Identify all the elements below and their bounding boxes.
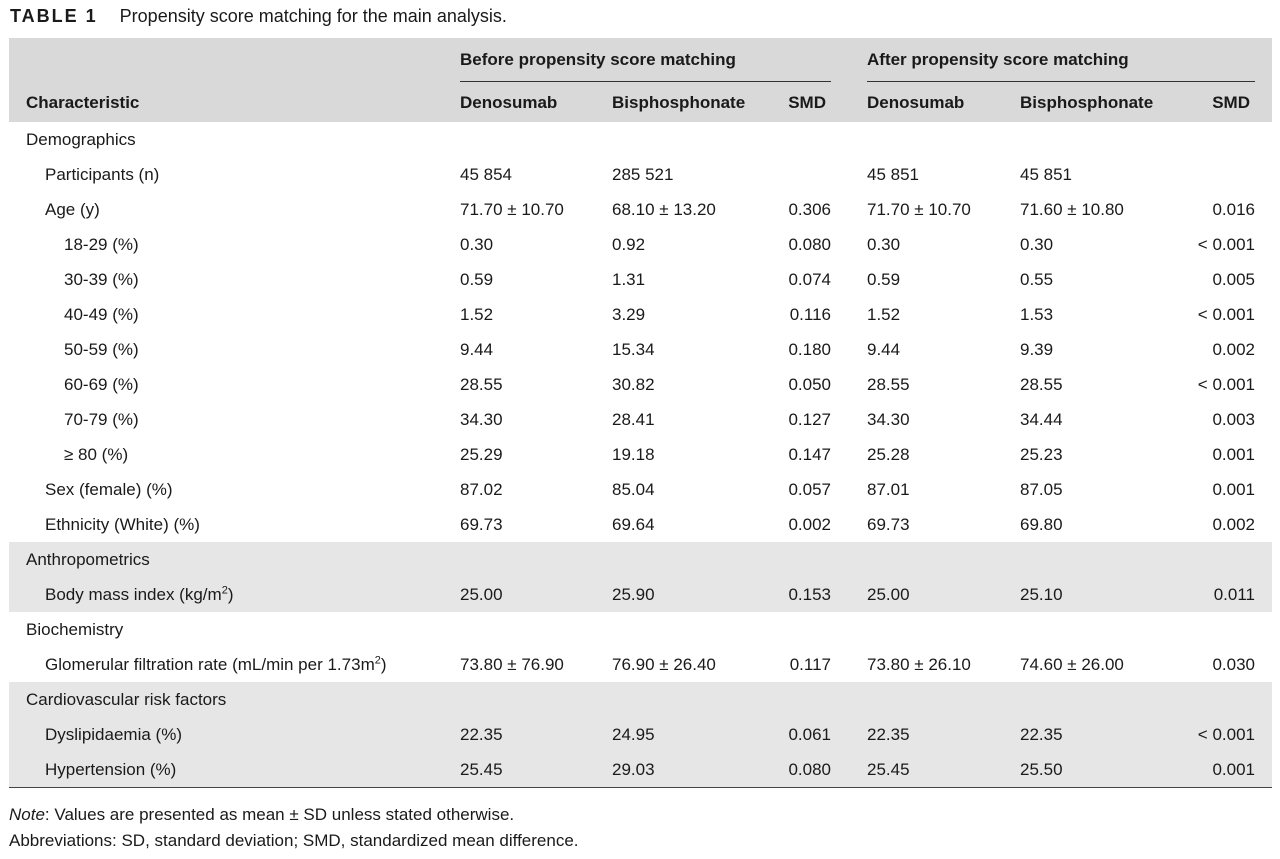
- row-label: [45, 472, 173, 507]
- cell-bisphosphonate-before: 30.82: [612, 375, 655, 394]
- table-row: [9, 227, 1272, 262]
- cell-smd-after: 0.003: [1212, 410, 1255, 429]
- cell-smd-after: 0.001: [1212, 445, 1255, 464]
- cell-smd-before: 0.153: [788, 585, 831, 604]
- cell-denosumab-before: 25.29: [460, 445, 503, 464]
- row-label: [64, 297, 139, 332]
- table-row: [9, 752, 1272, 787]
- group-header-after: After propensity score matching: [867, 50, 1129, 69]
- superscript: 2: [374, 654, 381, 667]
- cell-denosumab-after: 0.30: [867, 235, 901, 254]
- table-header: [9, 38, 1272, 122]
- cell-smd-before: 0.117: [789, 655, 831, 674]
- table-row: [9, 577, 1272, 612]
- row-label-text: Glomerular filtration rate (mL/min per 1.73m: [45, 655, 375, 674]
- cell-bisphosphonate-before: 15.34: [612, 340, 655, 359]
- cell-denosumab-before: 25.00: [460, 585, 503, 604]
- table-row: [9, 647, 1272, 682]
- cell-bisphosphonate-before: 76.90 ± 26.40: [612, 655, 716, 674]
- cell-bisphosphonate-before: 68.10 ± 13.20: [612, 200, 716, 219]
- cell-smd-before: 0.080: [788, 760, 831, 779]
- column-header-characteristic: Characteristic: [26, 93, 140, 112]
- data-table: [9, 38, 1272, 788]
- cell-smd-after: 0.001: [1212, 760, 1255, 779]
- row-label-text: Body mass index (kg/m: [45, 585, 222, 604]
- row-label-text: 40-49 (%): [64, 305, 139, 324]
- table-row: [9, 402, 1272, 437]
- note-label: Note: [9, 805, 45, 824]
- cell-smd-after: 0.002: [1212, 340, 1255, 359]
- cell-denosumab-before: 0.59: [460, 270, 494, 289]
- cell-bisphosphonate-before: 29.03: [612, 760, 655, 779]
- row-label: [45, 507, 200, 542]
- row-label: [64, 227, 139, 262]
- row-label: [64, 402, 139, 437]
- table-row: [9, 332, 1272, 367]
- cell-bisphosphonate-before: 1.31: [612, 270, 646, 289]
- cell-denosumab-after: 0.59: [867, 270, 901, 289]
- section-row: [9, 122, 1272, 157]
- table-row: [9, 262, 1272, 297]
- cell-bisphosphonate-after: 69.80: [1020, 515, 1063, 534]
- row-label: [45, 717, 182, 752]
- cell-denosumab-before: 28.55: [460, 375, 503, 394]
- cell-denosumab-after: 25.00: [867, 585, 910, 604]
- row-label-text: Anthropometrics: [26, 550, 150, 569]
- cell-denosumab-after: 25.45: [867, 760, 910, 779]
- cell-bisphosphonate-after: 0.55: [1020, 270, 1054, 289]
- table-row: [9, 437, 1272, 472]
- row-label-text: Dyslipidaemia (%): [45, 725, 182, 744]
- cell-smd-after: 0.030: [1212, 655, 1255, 674]
- column-header-smd-after: SMD: [1212, 93, 1250, 112]
- cell-bisphosphonate-before: 3.29: [612, 305, 646, 324]
- column-header-denosumab-before: Denosumab: [460, 93, 558, 112]
- cell-bisphosphonate-before: 24.95: [612, 725, 655, 744]
- table-title: Propensity score matching for the main analysis.: [119, 6, 507, 26]
- cell-smd-before: 0.002: [788, 515, 831, 534]
- table-notes: [9, 802, 579, 854]
- cell-smd-before: 0.057: [788, 480, 831, 499]
- row-label: [45, 192, 100, 227]
- row-label-text: Age (y): [45, 200, 100, 219]
- cell-bisphosphonate-after: 71.60 ± 10.80: [1020, 200, 1124, 219]
- row-label-text: Demographics: [26, 130, 136, 149]
- cell-bisphosphonate-before: 69.64: [612, 515, 655, 534]
- cell-bisphosphonate-before: 25.90: [612, 585, 655, 604]
- cell-smd-after: < 0.001: [1197, 305, 1255, 324]
- cell-smd-before: 0.127: [788, 410, 831, 429]
- row-label-text: Ethnicity (White) (%): [45, 515, 200, 534]
- table-row: [9, 367, 1272, 402]
- cell-denosumab-after: 71.70 ± 10.70: [867, 200, 971, 219]
- row-label-text: 50-59 (%): [64, 340, 139, 359]
- row-label-text: Hypertension (%): [45, 760, 177, 779]
- table-body: [9, 122, 1272, 787]
- column-header-denosumab-after: Denosumab: [867, 93, 965, 112]
- cell-bisphosphonate-before: 28.41: [612, 410, 655, 429]
- section-row: [9, 542, 1272, 577]
- cell-denosumab-after: 28.55: [867, 375, 910, 394]
- cell-smd-before: 0.061: [788, 725, 831, 744]
- cell-smd-after: < 0.001: [1197, 235, 1255, 254]
- group-header-before: Before propensity score matching: [460, 50, 736, 69]
- cell-denosumab-after: 69.73: [867, 515, 910, 534]
- section-label: [26, 122, 136, 157]
- cell-smd-before: 0.147: [788, 445, 831, 464]
- cell-smd-after: 0.002: [1212, 515, 1255, 534]
- note-text: : Values are presented as mean ± SD unless stated otherwise.: [44, 805, 515, 824]
- cell-bisphosphonate-after: 9.39: [1020, 340, 1054, 359]
- cell-denosumab-after: 73.80 ± 26.10: [867, 655, 971, 674]
- cell-denosumab-before: 73.80 ± 76.90: [460, 655, 564, 674]
- section-row: [9, 612, 1272, 647]
- table-row: [9, 717, 1272, 752]
- cell-denosumab-after: 87.01: [867, 480, 910, 499]
- cell-bisphosphonate-after: 22.35: [1020, 725, 1063, 744]
- row-label-text: Sex (female) (%): [45, 480, 173, 499]
- cell-bisphosphonate-before: 285 521: [612, 165, 674, 184]
- cell-denosumab-after: 1.52: [867, 305, 901, 324]
- cell-denosumab-before: 9.44: [460, 340, 494, 359]
- cell-bisphosphonate-before: 0.92: [612, 235, 646, 254]
- row-label-text: 70-79 (%): [64, 410, 139, 429]
- cell-bisphosphonate-after: 45 851: [1020, 165, 1072, 184]
- cell-denosumab-before: 87.02: [460, 480, 503, 499]
- cell-bisphosphonate-before: 19.18: [612, 445, 655, 464]
- row-label-text: ≥ 80 (%): [64, 445, 129, 464]
- cell-bisphosphonate-after: 25.10: [1020, 585, 1063, 604]
- column-header-bisphosphonate-after: Bisphosphonate: [1020, 93, 1154, 112]
- cell-smd-after: < 0.001: [1197, 725, 1255, 744]
- cell-bisphosphonate-before: 85.04: [612, 480, 655, 499]
- cell-denosumab-before: 0.30: [460, 235, 494, 254]
- abbreviations-line: Abbreviations: SD, standard deviation; SMD, standardized mean difference.: [9, 831, 579, 850]
- table-row: [9, 507, 1272, 542]
- cell-denosumab-before: 71.70 ± 10.70: [460, 200, 564, 219]
- cell-smd-before: 0.306: [788, 200, 831, 219]
- row-label: [45, 157, 159, 192]
- cell-smd-before: 0.050: [788, 375, 831, 394]
- cell-bisphosphonate-after: 34.44: [1020, 410, 1063, 429]
- row-label-text: Participants (n): [45, 165, 160, 184]
- column-header-smd-before: SMD: [788, 93, 826, 112]
- cell-smd-before: 0.074: [788, 270, 831, 289]
- note-line: [9, 802, 579, 828]
- row-label: [64, 262, 139, 297]
- table-row: [9, 472, 1272, 507]
- cell-smd-before: 0.180: [788, 340, 831, 359]
- row-label: [64, 437, 128, 472]
- table-bottom-rule: [9, 787, 1272, 788]
- row-label-text: Biochemistry: [26, 620, 124, 639]
- cell-denosumab-after: 22.35: [867, 725, 910, 744]
- superscript: 2: [221, 584, 228, 597]
- table-row: [9, 192, 1272, 227]
- table-row: [9, 297, 1272, 332]
- section-label: [26, 682, 226, 717]
- cell-smd-before: 0.116: [789, 305, 831, 324]
- cell-bisphosphonate-after: 74.60 ± 26.00: [1020, 655, 1124, 674]
- cell-denosumab-before: 34.30: [460, 410, 503, 429]
- cell-denosumab-before: 1.52: [460, 305, 494, 324]
- cell-bisphosphonate-after: 25.50: [1020, 760, 1063, 779]
- cell-denosumab-after: 25.28: [867, 445, 910, 464]
- cell-denosumab-before: 45 854: [460, 165, 512, 184]
- cell-smd-after: 0.001: [1212, 480, 1255, 499]
- cell-denosumab-after: 9.44: [867, 340, 901, 359]
- cell-denosumab-after: 34.30: [867, 410, 910, 429]
- cell-smd-after: 0.016: [1212, 200, 1255, 219]
- section-label: [26, 612, 123, 647]
- table-label: TABLE 1: [10, 6, 98, 26]
- row-label-suffix: ): [227, 585, 234, 604]
- table-row: [9, 157, 1272, 192]
- cell-bisphosphonate-after: 1.53: [1020, 305, 1054, 324]
- cell-smd-after: < 0.001: [1197, 375, 1255, 394]
- row-label-text: Cardiovascular risk factors: [26, 690, 227, 709]
- row-label-text: 30-39 (%): [64, 270, 139, 289]
- table-caption: [10, 4, 507, 28]
- row-label: [64, 367, 139, 402]
- cell-bisphosphonate-after: 28.55: [1020, 375, 1063, 394]
- row-label-text: 18-29 (%): [64, 235, 139, 254]
- row-label: [45, 752, 176, 787]
- row-label: [64, 332, 139, 367]
- cell-denosumab-before: 69.73: [460, 515, 503, 534]
- group-rule-before: [460, 81, 831, 82]
- row-label-suffix: ): [380, 655, 387, 674]
- row-label: [45, 647, 387, 682]
- section-row: [9, 682, 1272, 717]
- row-label-text: 60-69 (%): [64, 375, 139, 394]
- cell-bisphosphonate-after: 0.30: [1020, 235, 1054, 254]
- section-label: [26, 542, 150, 577]
- cell-smd-after: 0.011: [1213, 585, 1255, 604]
- column-header-bisphosphonate-before: Bisphosphonate: [612, 93, 746, 112]
- cell-smd-after: 0.005: [1212, 270, 1255, 289]
- row-label: [45, 577, 233, 612]
- cell-denosumab-before: 25.45: [460, 760, 503, 779]
- cell-denosumab-before: 22.35: [460, 725, 503, 744]
- group-rule-after: [867, 81, 1255, 82]
- cell-bisphosphonate-after: 87.05: [1020, 480, 1063, 499]
- cell-bisphosphonate-after: 25.23: [1020, 445, 1063, 464]
- cell-smd-before: 0.080: [788, 235, 831, 254]
- cell-denosumab-after: 45 851: [867, 165, 919, 184]
